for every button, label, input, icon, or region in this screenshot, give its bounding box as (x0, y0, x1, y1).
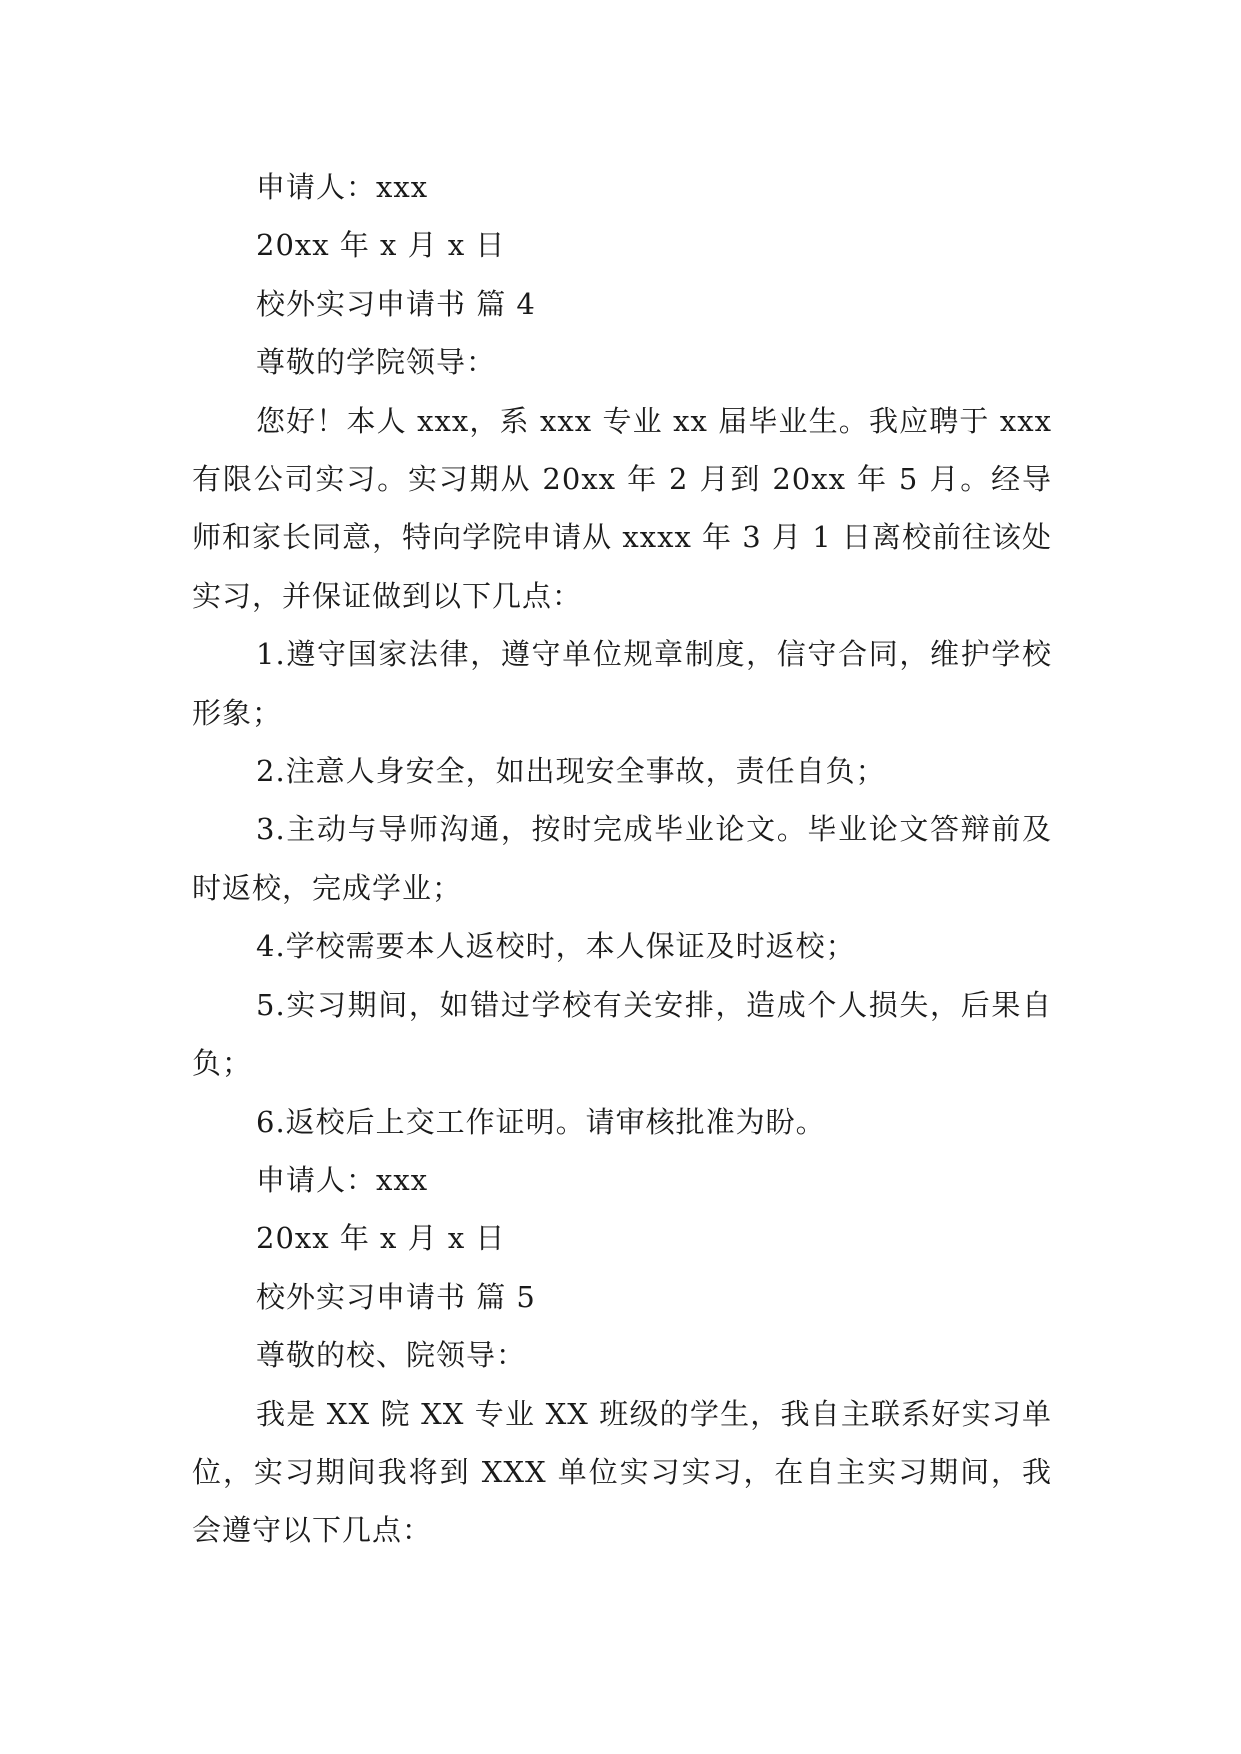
list-item: 2.注意人身安全，如出现安全事故，责任自负； (256, 754, 886, 789)
list-item: 5.实习期间，如错过学校有关安排，造成个人损失，后果自负； (192, 987, 1052, 1081)
section-title: 校外实习申请书 篇 5 (256, 1279, 536, 1314)
applicant-signature: 申请人：xxx (256, 170, 429, 204)
body-paragraph: 您好！本人 xxx，系 xxx 专业 xx 届毕业生。我应聘于 xxx 有限公司实习。实习期从 20xx 年 2 月到 20xx 年 5 月。经导师和家长同意，特向学院申请从 xxxx 年 3 月 1 日离校前往该处实习，并保证做到以下几点： (192, 403, 1052, 613)
salutation: 尊敬的学院领导： (256, 345, 497, 380)
document-body (192, 158, 1052, 1560)
list-item: 3.主动与导师沟通，按时完成毕业论文。毕业论文答辩前及时返校，完成学业； (192, 812, 1052, 905)
salutation: 尊敬的校、院领导： (256, 1338, 527, 1373)
signature-date: 20xx 年 x 月 x 日 (256, 228, 506, 263)
body-paragraph: 我是 XX 院 XX 专业 XX 班级的学生，我自主联系好实习单位，实习期间我将到 XXX 单位实习实习，在自主实习期间，我会遵守以下几点： (192, 1396, 1052, 1548)
list-item: 4.学校需要本人返校时，本人保证及时返校； (256, 929, 856, 964)
section-title: 校外实习申请书 篇 4 (256, 286, 536, 321)
list-item: 6.返校后上交工作证明。请审核批准为盼。 (256, 1104, 826, 1139)
applicant-signature: 申请人：xxx (256, 1162, 429, 1197)
signature-date: 20xx 年 x 月 x 日 (256, 1221, 506, 1256)
list-item: 1.遵守国家法律，遵守单位规章制度，信守合同，维护学校形象； (192, 637, 1052, 730)
